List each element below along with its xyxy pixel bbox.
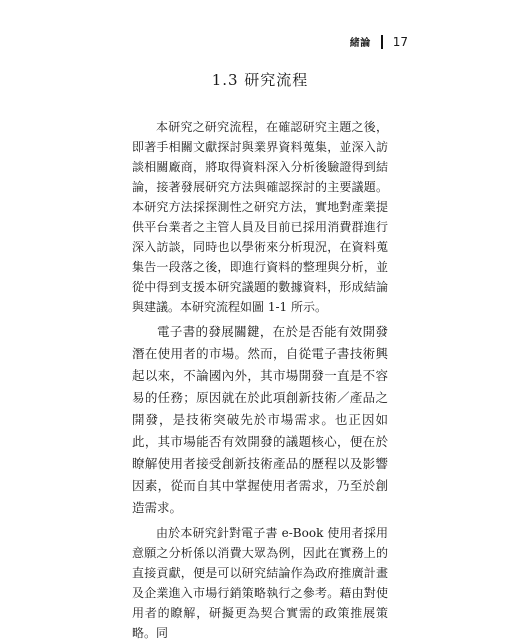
paragraph-3: 由於本研究針對電子書 e-Book 使用者採用意願之分析係以消費大眾為例，因此在實務上的直接貢獻，便是可以研究結論作為政府推廣計畫及企業進入市場行銷策略執行之參考。藉由對使用者的瞭解，研擬更為契合實需的政策推展策略。同	[132, 526, 388, 640]
paragraph-1: 本研究之研究流程，在確認研究主題之後，即著手相關文獻探討與業界資料蒐集，並深入訪談相關廠商，將取得資料深入分析後驗證得到結論，接著發展研究方法與確認探討的主要議題。本研究方法採探測性之研究方法，實地對產業提供平台業者之主管人員及目前已採用消費群進行深入訪談，同時也以學術來分析現況，在資料蒐集告一段落之後，即進行資料的整理與分析，並從中得到支援本研究議題的數據資料，形成結論與建議。本研究流程如圖 1-1 所示。	[132, 120, 388, 314]
page-number: 17	[392, 34, 408, 49]
header-divider	[381, 35, 383, 49]
header-section-title: 緒論	[349, 38, 371, 49]
body-text	[132, 117, 388, 643]
paragraph-2: 電子書的發展關鍵，在於是否能有效開發潛在使用者的市場。然而，自從電子書技術興起以來，不論國內外，其市場開發一直是不容易的任務；原因就在於此項創新技術／產品之開發，是技術突破先於市場需求。也正因如此，其市場能否有效開發的議題核心，便在於瞭解使用者接受創新技術產品的歷程以及影響因素，從而自其中掌握使用者需求，乃至於創造需求。	[132, 324, 388, 515]
section-heading: 1.3 研究流程	[211, 71, 309, 89]
running-header	[350, 34, 408, 49]
